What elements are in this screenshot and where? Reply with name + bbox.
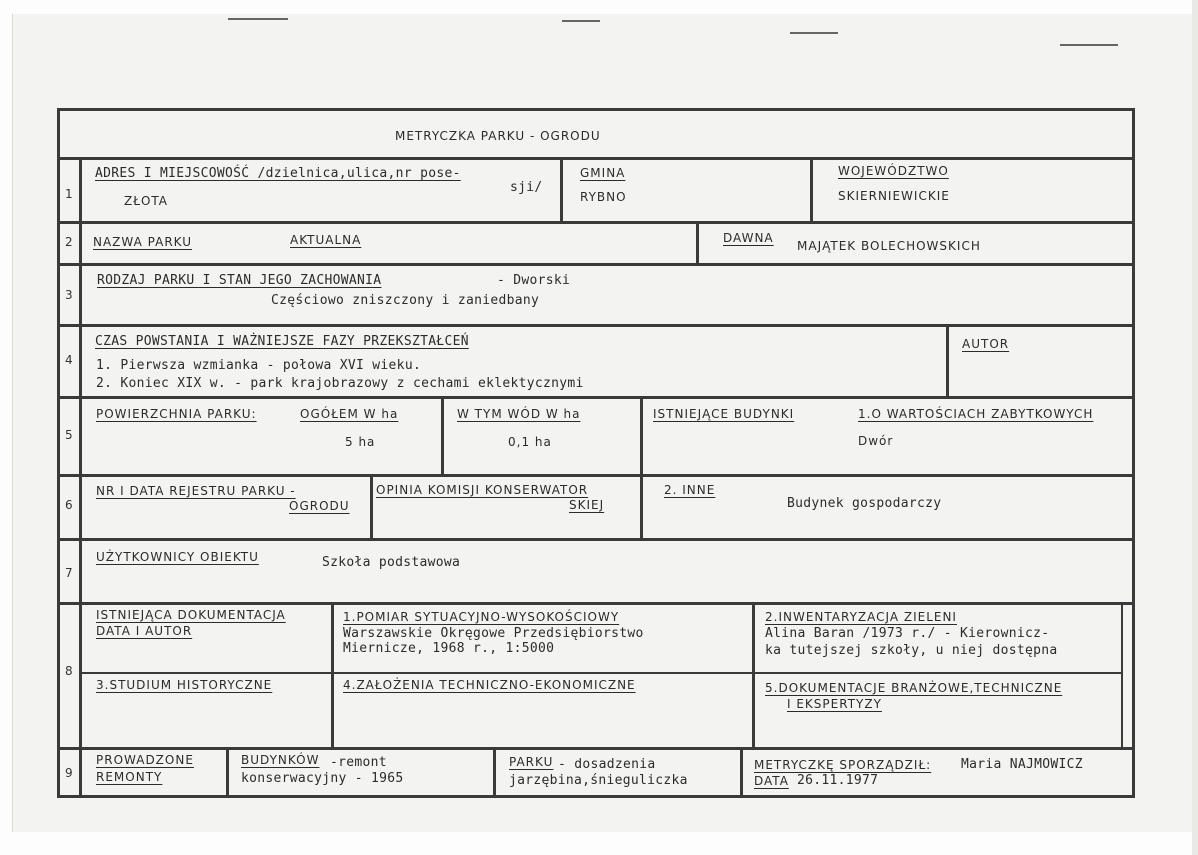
cell-divider (370, 474, 373, 538)
row-number: 8 (65, 664, 73, 678)
row-divider (60, 474, 1135, 477)
rejestr-label-cont: OGRODU (289, 499, 350, 513)
address-label-cont: sji/ (510, 180, 543, 195)
wojewodztwo-value: SKIERNIEWICKIE (838, 189, 950, 203)
rejestr-label: NR I DATA REJESTRU PARKU - (96, 484, 296, 498)
dokumentacje-branzowe-label-cont: I EKSPERTYZY (787, 697, 882, 711)
parku-value: - dosadzenia (558, 757, 656, 772)
row-divider (60, 602, 1135, 605)
inne-value: Budynek gospodarczy (787, 496, 942, 511)
row-divider (60, 263, 1135, 266)
parku-value-cont: jarzębina,śnieguliczka (509, 773, 688, 788)
paper-edge (1192, 0, 1198, 855)
opinia-label-cont: SKIEJ (569, 498, 605, 512)
cell-divider (810, 157, 813, 221)
rodzaj-parku-value: - Dworski (497, 273, 571, 288)
row-divider (60, 396, 1135, 399)
wojewodztwo-label: WOJEWÓDZTWO (838, 164, 949, 178)
row-divider (60, 157, 1135, 160)
cell-divider (740, 747, 743, 798)
inne-label: 2. INNE (664, 483, 716, 497)
row-divider (60, 324, 1135, 327)
pomiar-label: 1.POMIAR SYTUACYJNO-WYSOKOŚCIOWY (343, 610, 620, 624)
gmina-value: RYBNO (580, 190, 627, 204)
cell-divider (441, 396, 444, 474)
nazwa-parku-label: NAZWA PARKU (93, 235, 192, 249)
parku-label: PARKU (509, 755, 554, 769)
row8-inner-divider (82, 672, 1122, 674)
aktualna-label: AKTUALNA (290, 233, 362, 247)
form-title: METRYCZKA PARKU - OGRODU (395, 129, 601, 143)
data-label: DATA (754, 774, 789, 788)
punch-mark (1060, 44, 1118, 46)
row-number: 7 (65, 566, 73, 580)
punch-mark (228, 18, 288, 20)
uzytkownicy-label: UŻYTKOWNICY OBIEKTU (96, 550, 259, 564)
wartosci-label: 1.O WARTOŚCIACH ZABYTKOWYCH (858, 407, 1094, 421)
number-column-divider (79, 157, 82, 798)
dokumentacja-label-cont: DATA I AUTOR (96, 624, 193, 638)
data-value: 26.11.1977 (797, 773, 879, 788)
row-divider (60, 221, 1135, 224)
cell-divider (752, 602, 755, 747)
address-value: ZŁOTA (124, 194, 169, 208)
cell-divider (226, 747, 229, 798)
punch-mark (562, 20, 600, 22)
row-number: 2 (65, 235, 73, 249)
cell-divider (331, 602, 334, 747)
row-number: 4 (65, 353, 73, 367)
punch-mark (790, 32, 838, 34)
budynkow-value: -remont (330, 755, 387, 770)
uzytkownicy-value: Szkoła podstawowa (322, 555, 461, 570)
ogolem-label: OGÓŁEM W ha (300, 407, 399, 421)
opinia-label: OPINIA KOMISJI KONSERWATOR (376, 483, 589, 497)
powierzchnia-label: POWIERZCHNIA PARKU: (96, 407, 257, 421)
address-label: ADRES I MIEJSCOWOŚĆ /dzielnica,ulica,nr pose- (95, 166, 461, 181)
cell-divider (493, 747, 496, 798)
dokumentacja-label: ISTNIEJĄCA DOKUMENTACJA (96, 608, 286, 622)
cell-divider (1121, 602, 1123, 747)
cell-divider (560, 157, 563, 221)
stan-zachowania-value: Częściowo zniszczony i zaniedbany (271, 293, 540, 308)
gmina-label: GMINA (580, 166, 626, 180)
inwentaryzacja-label: 2.INWENTARYZACJA ZIELENI (765, 610, 957, 624)
wartosci-value: Dwór (858, 434, 894, 448)
czas-powstania-label: CZAS POWSTANIA I WAŻNIEJSZE FAZY PRZEKSZTAŁCEŃ (95, 334, 469, 349)
wod-value: 0,1 ha (508, 435, 552, 449)
zalozenia-label: 4.ZAŁOŻENIA TECHNICZNO-EKONOMICZNE (343, 678, 636, 692)
pomiar-value: Warszawskie Okręgowe Przedsiębiorstwo (343, 626, 644, 641)
sporzadzil-value: Maria NAJMOWICZ (961, 757, 1083, 772)
budynki-label: ISTNIEJĄCE BUDYNKI (653, 407, 795, 421)
cell-divider (696, 221, 699, 263)
studium-label: 3.STUDIUM HISTORYCZNE (96, 678, 273, 692)
row-number: 3 (65, 288, 73, 302)
remonty-label: PROWADZONE (96, 753, 194, 767)
budynkow-value-cont: konserwacyjny - 1965 (241, 771, 404, 786)
ogolem-value: 5 ha (345, 435, 376, 449)
budynkow-label: BUDYNKÓW (241, 753, 320, 767)
row-number: 1 (65, 187, 73, 201)
faza-2: 2. Koniec XIX w. - park krajobrazowy z cechami eklektycznymi (96, 376, 584, 391)
remonty-label-cont: REMONTY (96, 770, 163, 784)
faza-1: 1. Pierwsza wzmianka - połowa XVI wieku. (96, 358, 422, 373)
row-number: 9 (65, 766, 73, 780)
pomiar-value-cont: Miernicze, 1968 r., 1:5000 (343, 641, 555, 656)
row-divider (60, 538, 1135, 541)
row-number: 5 (65, 428, 73, 442)
cell-divider (640, 396, 643, 538)
wod-label: W TYM WÓD W ha (457, 407, 581, 421)
dokumentacje-branzowe-label: 5.DOKUMENTACJE BRANŻOWE,TECHNICZNE (765, 681, 1063, 695)
rodzaj-parku-label: RODZAJ PARKU I STAN JEGO ZACHOWANIA (97, 273, 382, 288)
row-number: 6 (65, 498, 73, 512)
row-divider (60, 747, 1135, 750)
inwentaryzacja-value: Alina Baran /1973 r./ - Kierownicz- (765, 626, 1050, 641)
cell-divider (946, 324, 949, 396)
sporzadzil-label: METRYCZKĘ SPORZĄDZIŁ: (754, 758, 932, 772)
dawna-label: DAWNA (723, 231, 774, 245)
dawna-value: MAJĄTEK BOLECHOWSKICH (797, 239, 981, 253)
autor-label: AUTOR (962, 337, 1010, 351)
inwentaryzacja-value-cont: ka tutejszej szkoły, u niej dostępna (765, 643, 1058, 658)
